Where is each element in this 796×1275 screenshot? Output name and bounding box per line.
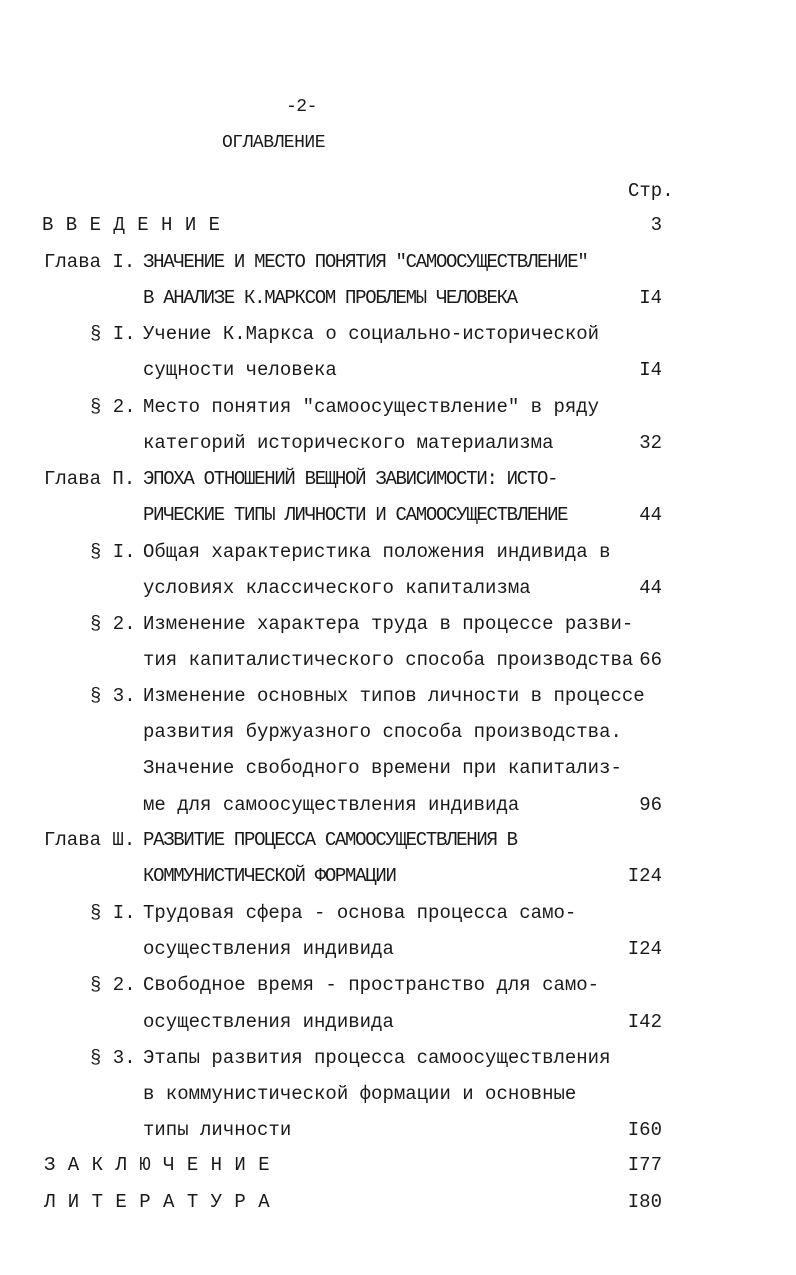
- toc-section-2-3-line4: ме для самоосуществления индивида: [143, 794, 520, 816]
- page-column-label: Стр.: [628, 180, 674, 202]
- toc-section-2-3-line3: Значение свободного времени при капитализ-: [143, 757, 622, 779]
- toc-section-1-1-line2: сущности человека: [143, 359, 337, 381]
- toc-section-2-2-page: 66: [639, 649, 662, 671]
- toc-section-2-3-line1: Изменение основных типов личности в процессе: [143, 685, 645, 707]
- toc-bibliography-label: Л И Т Е Р А Т У Р А: [44, 1191, 271, 1213]
- toc-section-3-3-page: I60: [627, 1119, 662, 1141]
- toc-intro-label: В В Е Д Е Н И Е: [42, 214, 221, 236]
- toc-chapter1-line1: ЗНАЧЕНИЕ И МЕСТО ПОНЯТИЯ "САМООСУЩЕСТВЛЕНИЕ": [143, 251, 588, 273]
- toc-section-3-2-page: I42: [627, 1011, 662, 1033]
- toc-section-3-2-prefix: § 2.: [90, 974, 136, 996]
- toc-section-3-2-line2: осуществления индивида: [143, 1011, 394, 1033]
- toc-section-3-1-line1: Трудовая сфера - основа процесса само-: [143, 902, 577, 924]
- toc-section-3-1-page: I24: [627, 938, 662, 960]
- toc-section-3-1-line2: осуществления индивида: [143, 938, 394, 960]
- toc-section-3-3-line2: в коммунистической формации и основные: [143, 1083, 577, 1105]
- toc-section-1-1-page: I4: [639, 359, 662, 381]
- toc-section-2-2-prefix: § 2.: [90, 613, 136, 635]
- toc-section-3-3-prefix: § 3.: [90, 1047, 136, 1069]
- toc-chapter3-line2: КОММУНИСТИЧЕСКОЙ ФОРМАЦИИ: [143, 865, 396, 887]
- toc-section-1-2-prefix: § 2.: [90, 396, 136, 418]
- toc-section-3-3-line3: типы личности: [143, 1119, 292, 1141]
- toc-section-2-3-page: 96: [639, 794, 662, 816]
- toc-chapter1-line2: В АНАЛИЗЕ К.МАРКСОМ ПРОБЛЕМЫ ЧЕЛОВЕКА: [143, 287, 517, 309]
- toc-section-2-1-line2: условиях классического капитализма: [143, 577, 531, 599]
- toc-chapter2-prefix: Глава П.: [44, 468, 136, 490]
- toc-section-1-1-prefix: § I.: [90, 323, 136, 345]
- toc-section-1-2-line2: категорий исторического материализма: [143, 432, 554, 454]
- toc-section-2-3-line2: развития буржуазного способа производства.: [143, 721, 622, 743]
- toc-chapter3-line1: РАЗВИТИЕ ПРОЦЕССА САМООСУЩЕСТВЛЕНИЯ В: [143, 829, 517, 851]
- toc-intro-page: 3: [650, 214, 662, 236]
- toc-section-2-1-line1: Общая характеристика положения индивида в: [143, 541, 611, 563]
- toc-section-1-2-page: 32: [639, 432, 662, 454]
- toc-section-2-2-line2: тия капиталистического способа производства: [143, 649, 634, 671]
- toc-conclusion-label: З А К Л Ю Ч Е Н И Е: [44, 1154, 271, 1176]
- toc-section-3-1-prefix: § I.: [90, 902, 136, 924]
- toc-chapter3-page: I24: [627, 865, 662, 887]
- toc-bibliography-page: I80: [627, 1191, 662, 1213]
- page-heading: ОГЛАВЛЕНИЕ: [222, 133, 326, 153]
- toc-section-1-1-line1: Учение К.Маркса о социально-исторической: [143, 323, 600, 345]
- toc-conclusion-page: I77: [627, 1154, 662, 1176]
- toc-chapter2-line1: ЭПОХА ОТНОШЕНИЙ ВЕЩНОЙ ЗАВИСИМОСТИ: ИСТО-: [143, 468, 558, 490]
- toc-chapter1-prefix: Глава I.: [44, 251, 136, 273]
- toc-section-3-3-line1: Этапы развития процесса самоосуществления: [143, 1047, 611, 1069]
- toc-section-2-1-prefix: § I.: [90, 541, 136, 563]
- toc-section-3-2-line1: Свободное время - пространство для само-: [143, 974, 600, 996]
- toc-section-2-2-line1: Изменение характера труда в процессе разви-: [143, 613, 634, 635]
- toc-chapter2-page: 44: [639, 504, 662, 526]
- page-number: -2-: [286, 97, 317, 117]
- toc-section-2-3-prefix: § 3.: [90, 685, 136, 707]
- toc-chapter2-line2: РИЧЕСКИЕ ТИПЫ ЛИЧНОСТИ И САМООСУЩЕСТВЛЕНИЕ: [143, 504, 568, 526]
- toc-section-1-2-line1: Место понятия "самоосуществление" в ряду: [143, 396, 600, 418]
- toc-section-2-1-page: 44: [639, 577, 662, 599]
- toc-chapter1-page: I4: [639, 287, 662, 309]
- toc-chapter3-prefix: Глава Ш.: [44, 829, 136, 851]
